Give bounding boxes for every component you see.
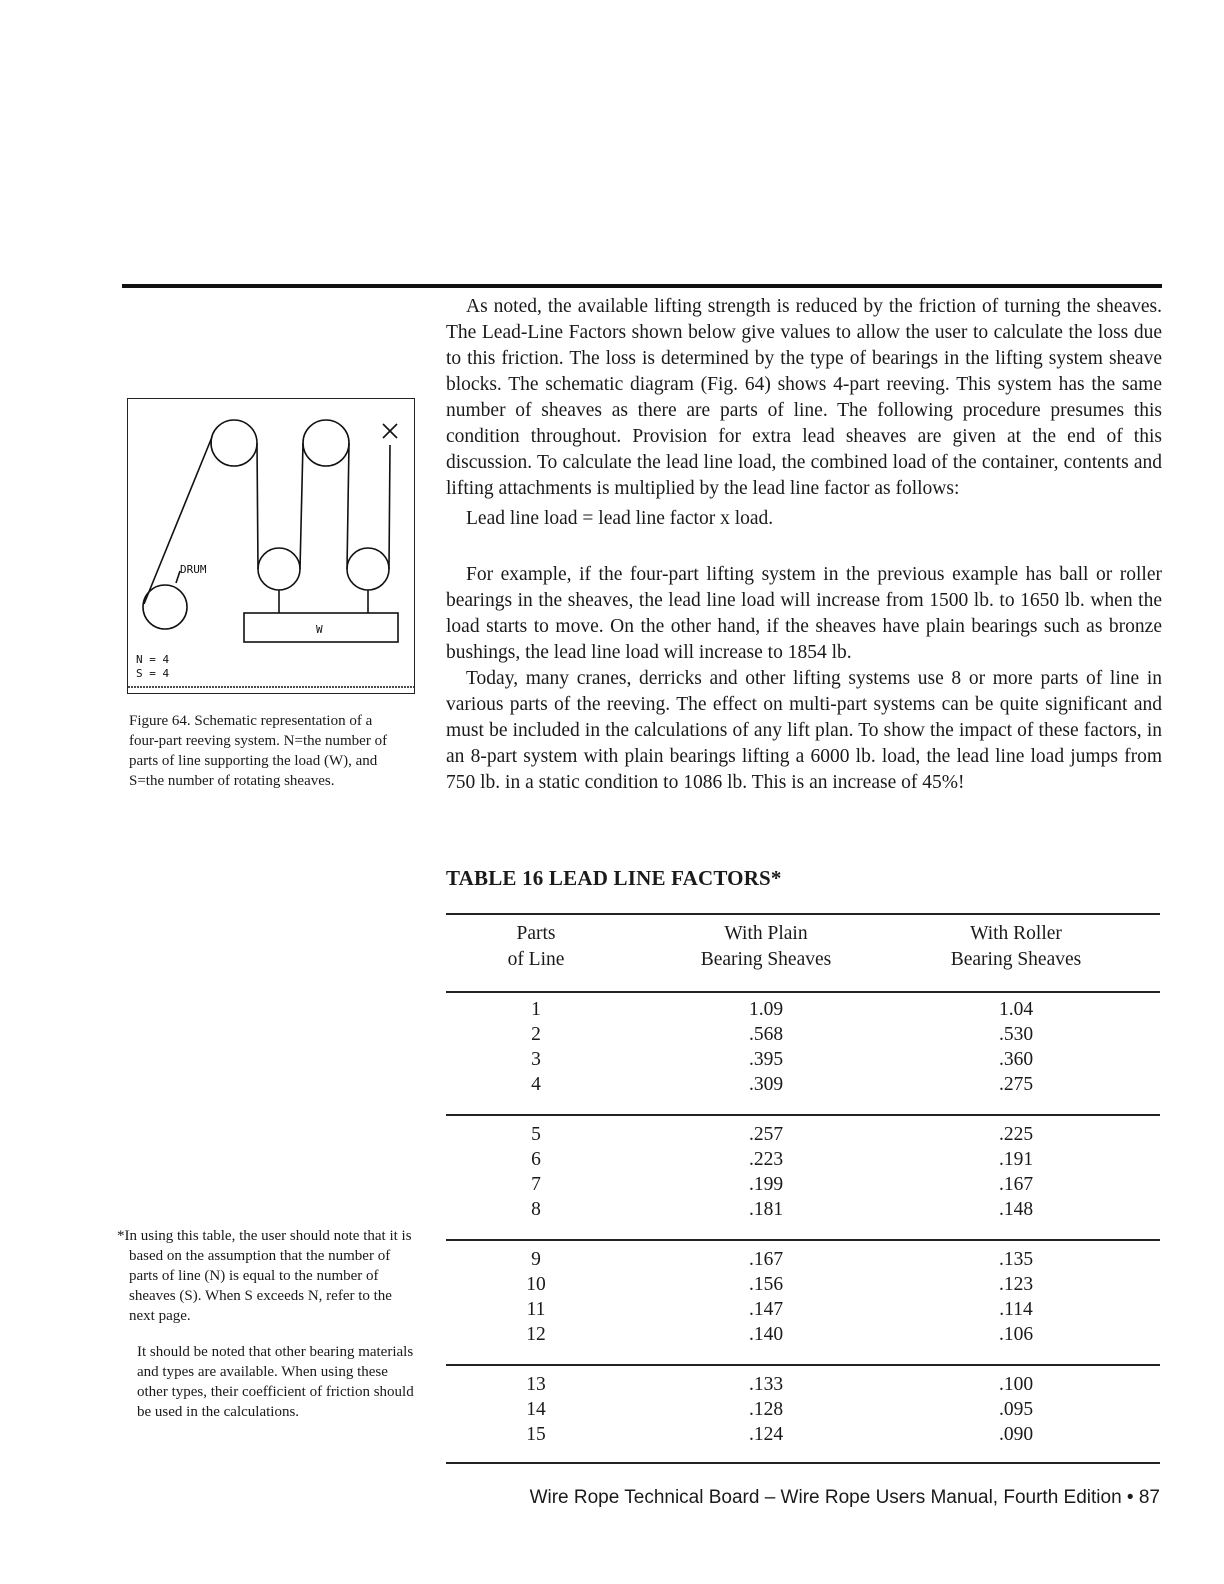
plain-factor-cell: .140 — [748, 1324, 784, 1345]
roller-factor-cell: .123 — [998, 1274, 1034, 1295]
roller-factor-cell: .360 — [998, 1049, 1034, 1070]
plain-factor-cell: .167 — [748, 1249, 784, 1270]
table-bottom-rule — [446, 1462, 1160, 1464]
table-row — [446, 1372, 1160, 1397]
group-rule — [446, 1364, 1160, 1366]
table-row — [446, 1047, 1160, 1072]
group-rule — [446, 1114, 1160, 1116]
roller-factor-cell: .090 — [998, 1424, 1034, 1445]
table-row — [446, 1197, 1160, 1222]
parts-cell: 6 — [531, 1149, 541, 1170]
parts-cell: 5 — [531, 1124, 541, 1145]
table-row — [446, 1247, 1160, 1272]
group-rule — [446, 1239, 1160, 1241]
table-row — [446, 1397, 1160, 1422]
table-row — [446, 1072, 1160, 1097]
n-label: N = 4 — [136, 653, 170, 666]
table-row — [446, 1022, 1160, 1047]
header-rule — [446, 991, 1160, 993]
roller-factor-cell: .135 — [998, 1249, 1034, 1270]
parts-cell: 13 — [526, 1374, 546, 1395]
roller-factor-cell: .100 — [998, 1374, 1034, 1395]
footnote-1: *In using this table, the user should note that it is based on the assumption that the number of parts of line (N) is equal to the number of sheaves (S). When S exceeds N, refer to the next page. — [117, 1228, 412, 1324]
roller-factor-cell: .106 — [998, 1324, 1034, 1345]
plain-factor-cell: .395 — [748, 1049, 784, 1070]
parts-cell: 12 — [526, 1324, 546, 1345]
paragraph-3: Today, many cranes, derricks and other lifting systems use 8 or more parts of line in various parts of the reeving. The effect on multi-part systems can be quite significant and must be included in the calculations of any lift plan. To show the impact of these factors, in an 8-part system with plain bearings lifting a 6000 lb. load, the lead line load jumps from 750 lb. in a static condition to 1086 lb. This is an increase of 45%! — [446, 668, 1162, 793]
plain-factor-cell: .133 — [748, 1374, 784, 1395]
bottom-sheave-2 — [347, 548, 389, 590]
s-label: S = 4 — [136, 667, 170, 680]
roller-factor-cell: 1.04 — [998, 999, 1034, 1020]
roller-factor-cell: .167 — [998, 1174, 1034, 1195]
body-text — [446, 294, 1162, 796]
plain-factor-cell: .181 — [748, 1199, 784, 1220]
roller-factor-cell: .095 — [998, 1399, 1034, 1420]
header-parts-of-line: Parts of Line — [507, 923, 565, 970]
parts-cell: 14 — [526, 1399, 546, 1420]
parts-cell: 7 — [531, 1174, 541, 1195]
plain-factor-cell: 1.09 — [748, 999, 784, 1020]
plain-factor-cell: .257 — [748, 1124, 784, 1145]
roller-factor-cell: .114 — [999, 1299, 1033, 1320]
roller-factor-cell: .530 — [998, 1024, 1034, 1045]
parts-cell: 2 — [531, 1024, 541, 1045]
footnote-2: It should be noted that other bearing materials and types are available. When using these other types, their coefficient of friction should be used in the calculations. — [137, 1344, 414, 1420]
plain-factor-cell: .156 — [748, 1274, 784, 1295]
table-title: TABLE 16 LEAD LINE FACTORS* — [446, 866, 782, 890]
plain-factor-cell: .128 — [748, 1399, 784, 1420]
top-sheave-2 — [303, 420, 349, 466]
table-top-rule — [446, 913, 1160, 915]
table-row — [446, 997, 1160, 1022]
table-row — [446, 1297, 1160, 1322]
roller-factor-cell: .225 — [998, 1124, 1034, 1145]
page-footer: Wire Rope Technical Board – Wire Rope Users Manual, Fourth Edition • 87 — [529, 1487, 1160, 1508]
drum-label: DRUM — [180, 563, 207, 576]
reeving-diagram — [128, 399, 414, 693]
header-roller-bearing: With Roller Bearing Sheaves — [950, 923, 1082, 970]
plain-factor-cell: .568 — [748, 1024, 784, 1045]
table-row — [446, 1322, 1160, 1347]
figure-64-schematic — [127, 398, 415, 694]
plain-factor-cell: .147 — [748, 1299, 784, 1320]
parts-cell: 15 — [526, 1424, 546, 1445]
parts-cell: 1 — [531, 999, 541, 1020]
formula: Lead line load = lead line factor x load. — [466, 508, 774, 529]
plain-factor-cell: .199 — [748, 1174, 784, 1195]
plain-factor-cell: .223 — [748, 1149, 784, 1170]
top-rule — [122, 284, 1162, 288]
plain-factor-cell: .124 — [748, 1424, 784, 1445]
paragraph-2: For example, if the four-part lifting system in the previous example has ball or roller bearings in the sheaves, the lead line load will increase from 1500 lb. to 1650 lb. when the load starts to move. On the other hand, if the sheaves have plain bearings such as bronze bushings, the lead line load will increase to 1854 lb. — [446, 564, 1162, 663]
parts-cell: 11 — [526, 1299, 546, 1320]
table-row — [446, 1172, 1160, 1197]
table-row — [446, 1122, 1160, 1147]
roller-factor-cell: .191 — [998, 1149, 1034, 1170]
figure-caption: Figure 64. Schematic representation of a four-part reeving system. N=the number of parts of line supporting the load (W), and S=the number of rotating sheaves. — [129, 713, 388, 789]
footnotes — [117, 1226, 417, 1422]
parts-cell: 9 — [531, 1249, 541, 1270]
parts-cell: 10 — [526, 1274, 546, 1295]
table-row — [446, 1422, 1160, 1447]
bottom-sheave-1 — [258, 548, 300, 590]
parts-cell: 3 — [531, 1049, 541, 1070]
header-plain-bearing: With Plain Bearing Sheaves — [700, 923, 832, 970]
table-row — [446, 1272, 1160, 1297]
plain-factor-cell: .309 — [748, 1074, 784, 1095]
load-label: W — [316, 623, 323, 636]
top-sheave-1 — [211, 420, 257, 466]
paragraph-1: As noted, the available lifting strength is reduced by the friction of turning the sheaves. The Lead-Line Factors shown below give values to allow the user to calculate the loss due to this friction. The loss is determined by the type of bearings in the lifting system sheave blocks. The schematic diagram (Fig. 64) shows 4-part reeving. This system has the same number of sheaves as there are parts of line. The following procedure presumes this condition throughout. Provision for extra lead sheaves are given at the end of this discussion. To calculate the lead line load, the combined load of the container, contents and lifting attachments is multiplied by the lead line factor as follows: — [446, 296, 1162, 499]
roller-factor-cell: .148 — [998, 1199, 1034, 1220]
parts-cell: 4 — [531, 1074, 541, 1095]
parts-cell: 8 — [531, 1199, 541, 1220]
roller-factor-cell: .275 — [998, 1074, 1034, 1095]
table-row — [446, 1147, 1160, 1172]
